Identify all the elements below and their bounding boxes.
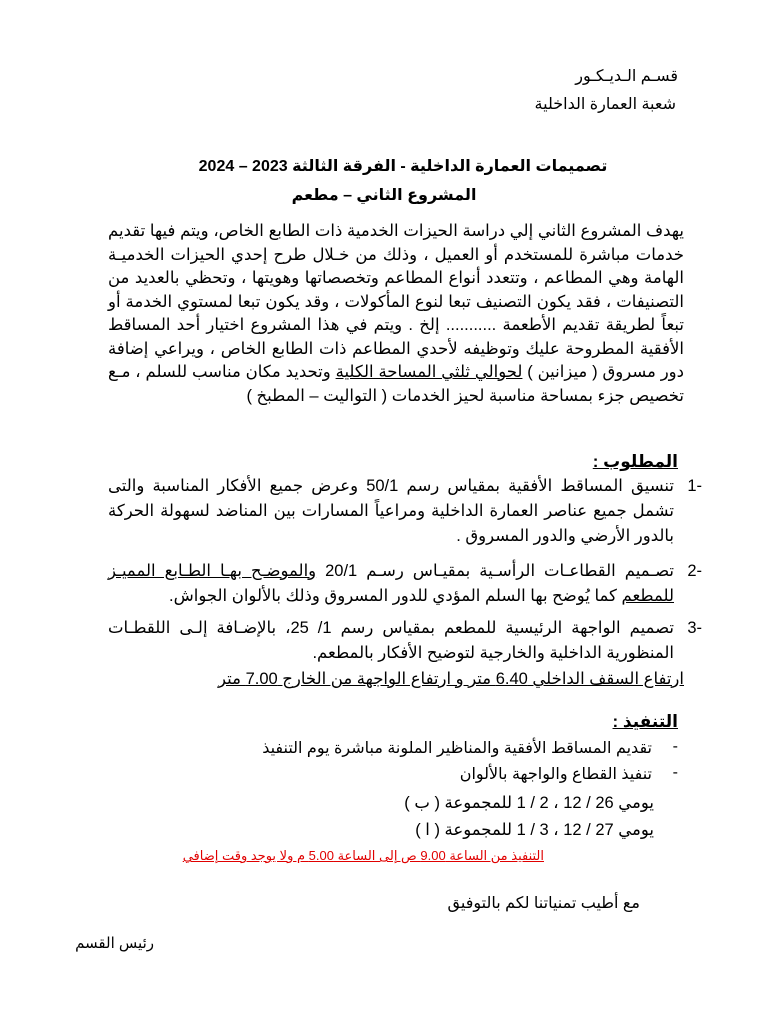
execution-time-notice: التنفيذ من الساعة 9.00 ص إلى الساعة 5.00 م ولا يوجد وقت إضافي <box>182 848 544 863</box>
course-title: تصميمات العمارة الداخلية - الفرقة الثالثة 2023 – 2024 <box>198 158 608 175</box>
requirements-heading: المطلوب : <box>592 452 678 471</box>
execution-bullet <box>459 764 678 784</box>
requirement-number: -1 <box>687 477 702 495</box>
requirement-item <box>108 559 702 609</box>
closing-wishes: مع أطيب تمنياتنا لكم بالتوفيق <box>447 895 640 912</box>
bullet-text: تنفيذ القطاع والواجهة بالألوان <box>459 766 652 783</box>
heights-note: ارتفاع السقف الداخلي 6.40 متر و ارتفاع الواجهة من الخارج 7.00 متر <box>218 670 684 688</box>
requirement-text-end: كما يُوضح بها السلم المؤدي للدور المسروق وذلك بالألوان الجواش. <box>169 587 622 605</box>
execution-heading: التنفيذ : <box>612 712 678 731</box>
group-schedule: يومي 27 / 12 ، 3 / 1 للمجموعة ( ا ) <box>415 821 654 839</box>
execution-bullet <box>262 738 678 758</box>
bullet-dash: - <box>672 738 678 755</box>
requirement-item <box>108 474 702 549</box>
intro-text: يهدف المشروع الثاني إلي دراسة الحيزات الخدمية ذات الطابع الخاص، ويتم فيها تقديم خدمات مباشرة للمستخدم أو العميل ، وذلك من خـلال طرح إحدي الحيزات الخدميـة الهامة وهي المطاعم ، وتتعدد أنواع المطاعم وتخصصاتها وهويتها ، وتحظي بالعديد من التصنيفات ، فقد يكون التصنيف تبعا لنوع المأكولات ، وقد يكون تبعا لمستوي الخدمة أو تبعاً لطريقة تقديم الأطعمة ........... إلخ . ويتم في هذا المشروع اختيار أحد المساقط الأفقية المطروحة عليك وتوظيفه لأحدي المطاعم ذات الطابع الخاص ، ويراعي إضافة دور مسروق ( ميزانين ) <box>108 222 685 381</box>
department-name: قسـم الـديـكـور <box>575 68 678 85</box>
intro-paragraph <box>108 220 684 408</box>
project-title: المشروع الثاني – مطعم <box>291 187 477 204</box>
bullet-dash: - <box>672 764 678 781</box>
requirement-number: -2 <box>687 562 702 580</box>
requirement-text: تصميم الواجهة الرئيسية للمطعم بمقياس رسم 1/ 25، بالإضـافة إلـى اللقطـات المنظورية الداخلية والخارجية لتوضيح الأفكار بالمطعم. <box>108 619 675 662</box>
requirement-number: -3 <box>687 619 702 637</box>
intro-text-end: وتحديد مكان مناسب للسلم ، مـع تخصيص جزء بمساحة مناسبة لحيز الخدمات ( التواليت – المطبخ ) <box>108 363 684 405</box>
requirement-item <box>108 616 702 666</box>
bullet-text: تقديم المساقط الأفقية والمناظير الملونة مباشرة يوم التنفيذ <box>262 740 652 757</box>
intro-underlined-text: لحوالي ثلثي المساحة الكلية <box>335 363 523 381</box>
section-name: شعبة العمارة الداخلية <box>534 96 676 113</box>
requirement-text: تصـميم القطاعـات الرأسـية بمقيـاس رسـم 20/1 <box>316 562 674 580</box>
requirement-underlined-text: والموضـح بهـا الطـابع المميـز للمطعم <box>108 562 674 605</box>
department-head-signature: رئيس القسم <box>75 935 154 952</box>
requirement-text: تنسيق المساقط الأفقية بمقياس رسم 50/1 وعرض جميع الأفكار المناسبة والتى تشمل جميع عناصر العمارة الداخلية ومراعياً المسارات بين المناضد لسهولة الحركة بالدور الأرضي والدور المسروق . <box>108 477 674 545</box>
group-schedule: يومي 26 / 12 ، 2 / 1 للمجموعة ( ب ) <box>404 794 654 812</box>
